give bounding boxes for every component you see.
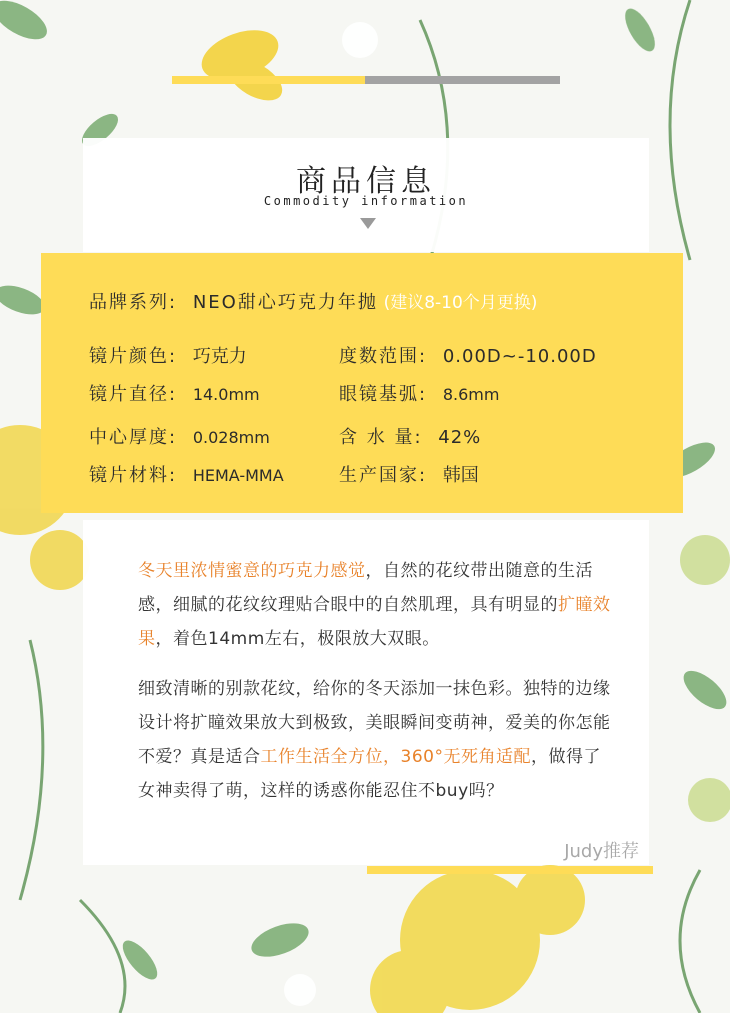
- description-text: ，着色14mm左右，极限放大双眼。: [155, 629, 440, 649]
- spec-row-material: [89, 461, 284, 487]
- spec-label: 镜片颜色:: [89, 346, 178, 367]
- spec-row-color: [89, 342, 247, 368]
- spec-label: 中心厚度:: [89, 427, 178, 448]
- description-text: ，自然的花纹带出随意的生活感，细腻的花纹纹理贴合眼中的自然肌理，具有明显的: [138, 561, 593, 615]
- spec-row-thickness: [89, 423, 270, 449]
- spec-label: 生产国家:: [339, 465, 428, 486]
- signature: Judy推荐: [564, 841, 639, 862]
- spec-label: 品牌系列:: [89, 292, 178, 313]
- yellow-flower-icon: [195, 21, 289, 109]
- spec-value: 0.00D~-10.00D: [442, 346, 597, 367]
- spec-row-curve: [339, 380, 499, 406]
- yellow-flower-icon: [370, 865, 585, 1013]
- description-paragraph-1: [138, 554, 618, 656]
- title-panel: [83, 138, 649, 252]
- top-divider-gray: [365, 76, 560, 84]
- spec-label: 镜片材料:: [89, 465, 178, 486]
- description-paragraph-2: [138, 672, 618, 808]
- spec-value: 巧克力: [192, 346, 247, 367]
- spec-value: NEO甜心巧克力年抛: [192, 292, 378, 313]
- specs-panel: [41, 253, 683, 513]
- spec-label: 眼镜基弧:: [339, 384, 428, 405]
- spec-row-water: [339, 423, 481, 449]
- spec-row-brand: [89, 288, 537, 314]
- spec-row-origin: [339, 461, 479, 487]
- spec-label: 含 水 量:: [339, 427, 423, 448]
- spec-value: 8.6mm: [442, 385, 500, 404]
- spec-note: (建议8-10个月更换): [383, 293, 538, 313]
- highlight-text: 冬天里浓情蜜意的巧克力感觉: [138, 561, 366, 581]
- spec-value: 42%: [438, 427, 482, 448]
- spec-value: 14.0mm: [192, 385, 260, 404]
- top-divider-yellow: [172, 76, 365, 84]
- description-text: 细致清晰的别款花纹，给你的冬天添加一抹色彩。独特的边缘设计将扩瞳效果放大到极致，美眼瞬间变萌神，爱美的你怎能不爱？真是适合: [138, 679, 611, 767]
- bottom-divider-yellow: [367, 866, 653, 874]
- spec-label: 镜片直径:: [89, 384, 178, 405]
- spec-value: 韩国: [442, 465, 479, 486]
- description-panel: [83, 520, 649, 865]
- highlight-text: 工作生活全方位，360°无死角适配: [260, 747, 531, 767]
- section-subtitle: Commodity information: [263, 194, 469, 208]
- top-divider-bar: [172, 76, 560, 84]
- spec-value: 0.028mm: [192, 428, 270, 447]
- spec-value: HEMA-MMA: [192, 466, 284, 485]
- spec-row-diameter: [89, 380, 260, 406]
- spec-label: 度数范围:: [339, 346, 428, 367]
- description-text: ，做得了女神卖得了萌，这样的诱惑你能忍住不buy吗？: [138, 747, 601, 801]
- section-title: 商品信息: [296, 164, 436, 199]
- spec-row-power: [339, 342, 597, 368]
- down-triangle-icon: [360, 218, 376, 229]
- highlight-text: 扩瞳效果: [138, 595, 611, 649]
